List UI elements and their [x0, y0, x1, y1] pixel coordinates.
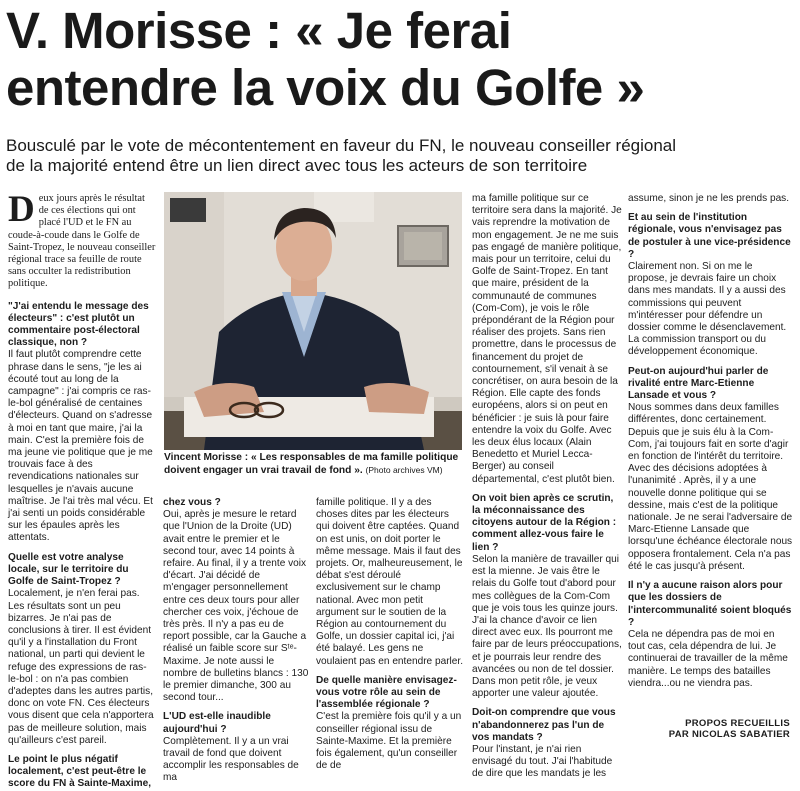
answer-9: Nous sommes dans deux familles différentes, donc certainement. Depuis que je suis élu à la Com-Com, j'ai toujours fait en sorte d'agir en fonction de l'intérêt du territoire. Avec des décisions adoptées à l'unanimité . Après, il y a une nouvelle donne politique qui se dessine, mais c'est de la politique nationale. Je ne serai l'adversaire de Marc-Etienne Lansade que lorsqu'une échéance électorale nous opposera frontalement. Cela n'a pas été le cas jusqu'à présent. [628, 402, 793, 572]
question-2: Quelle est votre analyse locale, sur le territoire du Golfe de Saint-Tropez ? [8, 551, 129, 588]
headline [6, 2, 796, 116]
question-8: Et au sein de l'institution régionale, vous n'envisagez pas de postuler à une vice-présidence ? [628, 212, 791, 260]
photo-caption [164, 452, 462, 477]
article-column-3 [316, 497, 464, 772]
answer-1: Il faut plutôt comprendre cette phrase dans le sens, "je les ai écouté tout au long de la campagne" : j'ai compris ce ras-le-bol généralisé de centaines d'électeurs. Quand on s'adresse à moi en tant que maire, j'ai la main. C'est la première fois de ma jeune vie politique que je me trouvais face à des revendications nationales sur lesquelles je n'avais aucune maîtrise. Je l'ai très mal vécu. Et j'ai senti un poids considérable sur les épaules après les attentats. [8, 349, 153, 544]
question-10: Il n'y a aucune raison alors pour que les dossiers de l'intercommunalité soient bloqués ? [628, 580, 792, 628]
article-column-4 [472, 193, 622, 780]
question-1: "J'ai entendu le message des électeurs" : c'est plutôt un commentaire post-électoral classique, non ? [8, 300, 149, 349]
portrait-illustration [164, 192, 462, 450]
headline-line-2: entendre la voix du Golfe » [6, 59, 645, 116]
answer-4-cont: famille politique. Il y a des choses dites par les électeurs qui doivent être captées. Quand on est unis, on doit porter le même message. Mais il faut des projets. Or, malheureusement, le débat s'est déroulé exclusivement sur le champ national. Avec mon petit argument sur le soutien de la Région au contournement du Golfe, un dossier capital ici, j'ai été balayé. Les gens ne voulaient pas en entendre parler. [316, 497, 464, 667]
answer-5-cont: ma famille politique sur ce territoire sera dans la majorité. Je vais reprendre la motivation de mon engagement. Je ne me suis pas engagé de manière politique, mais pour un territoire, celui du Golfe de Saint-Tropez. En tant que maire, président de la communauté de communes (Com-Com), je vois le rôle prépondérant de la Région pour réaliser des projets. Sans rien promettre, dans le processus de financement du projet de contournement, s'il venait à se concrétiser, on aura besoin de la Région. Elle capte des fonds européens, alors si on peut en bénéficier : je suis là pour faire entendre la voix du Golfe. Avec les deux élus locaux (Alain Benedetto et Muriel Lecca-Berger) au conseil départemental, c'est plutôt bien. [472, 193, 622, 485]
answer-8: Clairement non. Si on me le propose, je devrais faire un choix dans mes mandats. Il y a aussi des commissions qui peuvent m'intéresser pour défendre un dossier comme le désenclavement. La commission transport ou du développement économique. [628, 261, 787, 358]
answer-4: Complètement. Il y a un vrai travail de fond que doivent accomplir les responsables de ma [163, 735, 299, 784]
question-3: Le point le plus négatif localement, c'est peut-être le score du FN à Sainte-Maxime, [8, 753, 152, 790]
portrait-photo [164, 192, 462, 450]
standfirst-line-2: de la majorité entend être un lien direct avec tous les acteurs de son territoire [6, 156, 588, 175]
question-9: Peut-on aujourd'hui parler de rivalité entre Marc-Etienne Lansade et vous ? [628, 365, 769, 402]
answer-2: Localement, je n'en ferai pas. Les résultats sont un peu bizarres. Je n'ai pas de conclusions à tirer. Il est évident qu'il y a l'installation du Front national, un parti qui devient le refuge des expressions de ras-le-bol : on n'a pas combien d'adeptes dans les autres partis, donc on vote FN. Ces électeurs vous disent que cela n'apportera pas de meilleure solution, mais qu'ailleurs c'est pareil. [8, 588, 154, 746]
answer-7-cont: assume, sinon je ne les prends pas. [628, 193, 790, 204]
answer-10: Cela ne dépendra pas de moi en tout cas, cela dépendra de lui. Je continuerai de travailler de la même manière. Le temps des batailles viendra...ou ne viendra pas. [628, 628, 788, 689]
photo-credit: (Photo archives VM) [365, 465, 443, 475]
standfirst-line-1: Bousculé par le vote de mécontentement en faveur du FN, le nouveau conseiller régional [6, 136, 677, 155]
question-4: L'UD est-elle inaudible aujourd'hui ? [163, 711, 271, 735]
answer-5: C'est la première fois qu'il y a un conseiller régional issu de Sainte-Maxime. Et la première fois également, qu'un conseiller de de [316, 711, 462, 772]
caption-text: Vincent Morisse : « Les responsables de ma famille politique doivent engager un vrai travail de fond ». [164, 452, 459, 476]
signoff-line-1: PROPOS RECUEILLIS [685, 718, 790, 729]
answer-6: Selon la manière de travailler qui est la mienne. Je vais être le relais du Golfe tout d'abord pour mes collègues de la Com-Com que je vois tous les quinze jours. J'ai la chance d'avoir ce lien direct avec eux. Ils pourront me faire par de leurs préoccupations, et je pourrais leur rendre des avancées ou non de tel dossier. Dans mon petit rôle, je veux apporter une valeur ajoutée. [472, 553, 622, 700]
answer-3: Oui, après je mesure le retard que l'Union de la Droite (UD) avait entre le premier et le second tour, avec 14 points à refaire. Au final, il y a trente voix d'écart. J'ai décidé de m'engager personnellement entre ces deux tours pour aller chercher ces voix, j'échoue de très près. Il n'y a pas eu de report possible, car la Gauche a réalisé un faible score sur Sᵗᵉ-Maxime. Je note aussi le nombre de bulletins blancs : 130 le premier dimanche, 300 au second tour... [163, 509, 309, 704]
question-3-cont: chez vous ? [163, 497, 221, 508]
article-column-2 [163, 497, 310, 784]
question-5: De quelle manière envisagez-vous votre rôle au sein de l'assemblée régionale ? [316, 674, 457, 711]
byline-signoff [640, 718, 790, 740]
intro-paragraph [8, 189, 156, 291]
question-7: Doit-on comprendre que vous n'abandonnerez pas l'un de vos mandats ? [472, 707, 616, 743]
dropcap: D [8, 189, 35, 230]
signoff-line-2: PAR NICOLAS SABATIER [668, 729, 790, 740]
headline-line-1: V. Morisse : « Je ferai [6, 2, 512, 59]
question-6: On voit bien après ce scrutin, la méconnaissance des citoyens autour de la Région : comment allez-vous faire le lien ? [472, 492, 617, 553]
answer-7: Pour l'instant, je n'ai rien envisagé du tout. J'ai l'habitude de dire que les mandats je les [472, 743, 613, 780]
standfirst [6, 136, 796, 176]
intro-text: eux jours après le résultat de ces élections qui ont placé l'UD et le FN au coude-à-coude dans le Golfe de Saint-Tropez, le nouveau conseiller régional trace sa feuille de route sans occulter la redistribution politique. [8, 193, 156, 290]
article-column-5 [628, 193, 793, 717]
article-column-1 [8, 189, 156, 790]
